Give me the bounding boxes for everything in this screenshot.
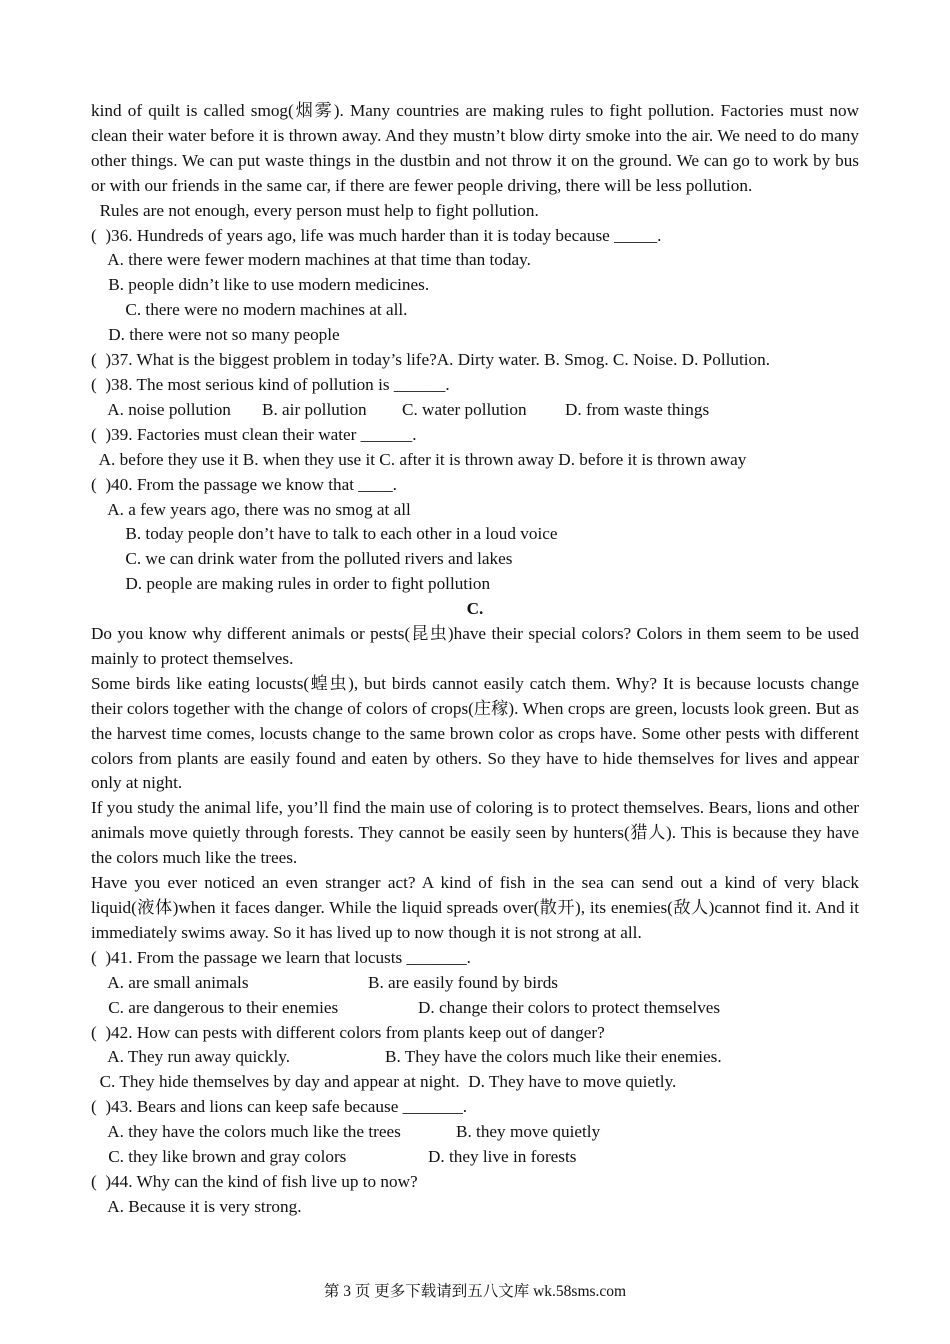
- option-a: A. They run away quickly.: [91, 1047, 291, 1067]
- option-a: A. there were fewer modern machines at that time than today.: [91, 250, 531, 270]
- passage-c-paragraph: Have you ever noticed an even stranger act? A kind of fish in the sea can send out a kind of very black liquid(液体)when it faces danger. While the liquid spreads over(散开), its enemies(敌人)cannot find it. And it immediately swims away. So it has lived up to now though it is not strong at all.: [91, 873, 859, 942]
- question-38: [91, 373, 859, 423]
- options-row: [91, 996, 859, 1021]
- options-row: [91, 1145, 859, 1170]
- section-heading: C.: [466, 599, 484, 619]
- question-stem: ( )36. Hundreds of years ago, life was much harder than it is today because _____.: [91, 225, 662, 245]
- option-d: D. there were not so many people: [91, 325, 340, 345]
- option-c: C. we can drink water from the polluted rivers and lakes: [91, 549, 513, 569]
- option-b: B. They have the colors much like their enemies.: [385, 1047, 722, 1067]
- option-b: B. people didn’t like to use modern medicines.: [91, 275, 430, 295]
- option-b: B. today people don’t have to talk to each other in a loud voice: [91, 524, 558, 544]
- options-row: [91, 1120, 859, 1145]
- passage-b-paragraph: kind of quilt is called smog(烟雾). Many countries are making rules to fight pollution. Factories must now clean their water before it is thrown away. And they mustn’t blow dirty smoke into the air. We need to do many other things. We can put waste things in the dustbin and not throw it on the ground. We can go to work by bus or with our friends in the same car, if there are fewer people driving, there will be less pollution.: [91, 101, 859, 195]
- question-41: [91, 946, 859, 1021]
- option-d: D. change their colors to protect themselves: [418, 997, 721, 1017]
- options-row: [91, 971, 859, 996]
- option-b: B. they move quietly: [456, 1122, 601, 1142]
- passage-c-paragraph: Some birds like eating locusts(蝗虫), but birds cannot easily catch them. Why? It is because locusts change their colors together with the change of colors of crops(庄稼). When crops are green, locusts look green. But as the harvest time comes, locusts change to the same brown color as crops have. Some other pests with different colors from plants are easily found and eaten by others. So they have to hide themselves for lives and appear only at night.: [91, 673, 859, 793]
- option-c: C. they like brown and gray colors: [91, 1147, 347, 1167]
- options-line: C. They hide themselves by day and appear at night. D. They have to move quietly.: [91, 1072, 677, 1092]
- question-stem: ( )39. Factories must clean their water ______.: [91, 424, 417, 444]
- options-row: [91, 1045, 859, 1070]
- option-c: C. are dangerous to their enemies: [91, 997, 339, 1017]
- question-stem: ( )42. How can pests with different colors from plants keep out of danger?: [91, 1022, 605, 1042]
- passage-c-paragraph: If you study the animal life, you’ll find the main use of coloring is to protect themselves. Bears, lions and other animals move quietly through forests. They cannot be easily seen by hunters(猎人). This is because they have the colors much like the trees.: [91, 798, 859, 868]
- option-d: D. people are making rules in order to fight pollution: [91, 574, 491, 594]
- options-row: [91, 398, 859, 423]
- question-37: [91, 348, 859, 373]
- option-c: C. water pollution: [402, 399, 527, 419]
- option-a: A. a few years ago, there was no smog at all: [91, 499, 411, 519]
- question-36: [91, 224, 859, 349]
- question-39: [91, 423, 859, 473]
- question-stem: ( )38. The most serious kind of pollution is ______.: [91, 374, 450, 394]
- question-stem: ( )37. What is the biggest problem in today’s life?A. Dirty water. B. Smog. C. Noise. D. Pollution.: [91, 350, 770, 370]
- question-stem: ( )43. Bears and lions can keep safe because _______.: [91, 1097, 468, 1117]
- option-b: B. air pollution: [262, 399, 367, 419]
- option-a: A. they have the colors much like the trees: [91, 1122, 401, 1142]
- passage-b-paragraph: Rules are not enough, every person must help to fight pollution.: [91, 200, 539, 220]
- option-c: C. there were no modern machines at all.: [91, 300, 408, 320]
- question-stem: ( )41. From the passage we learn that locusts _______.: [91, 947, 471, 967]
- option-a: A. Because it is very strong.: [91, 1196, 302, 1216]
- question-40: [91, 473, 859, 598]
- option-a: A. are small animals: [91, 972, 249, 992]
- question-44: [91, 1170, 859, 1220]
- options-line: A. before they use it B. when they use it C. after it is thrown away D. before it is thrown away: [91, 449, 747, 469]
- document-page: [91, 99, 859, 1220]
- option-d: D. from waste things: [565, 399, 710, 419]
- question-42: [91, 1021, 859, 1096]
- option-d: D. they live in forests: [428, 1147, 577, 1167]
- option-b: B. are easily found by birds: [368, 972, 558, 992]
- question-stem: ( )40. From the passage we know that ____.: [91, 474, 397, 494]
- option-a: A. noise pollution: [91, 399, 231, 419]
- question-43: [91, 1095, 859, 1170]
- question-stem: ( )44. Why can the kind of fish live up to now?: [91, 1171, 418, 1191]
- passage-c-paragraph: Do you know why different animals or pests(昆虫)have their special colors? Colors in them seem to be used mainly to protect themselves.: [91, 624, 859, 668]
- page-footer: 第 3 页 更多下载请到五八文库 wk.58sms.com: [323, 1283, 627, 1300]
